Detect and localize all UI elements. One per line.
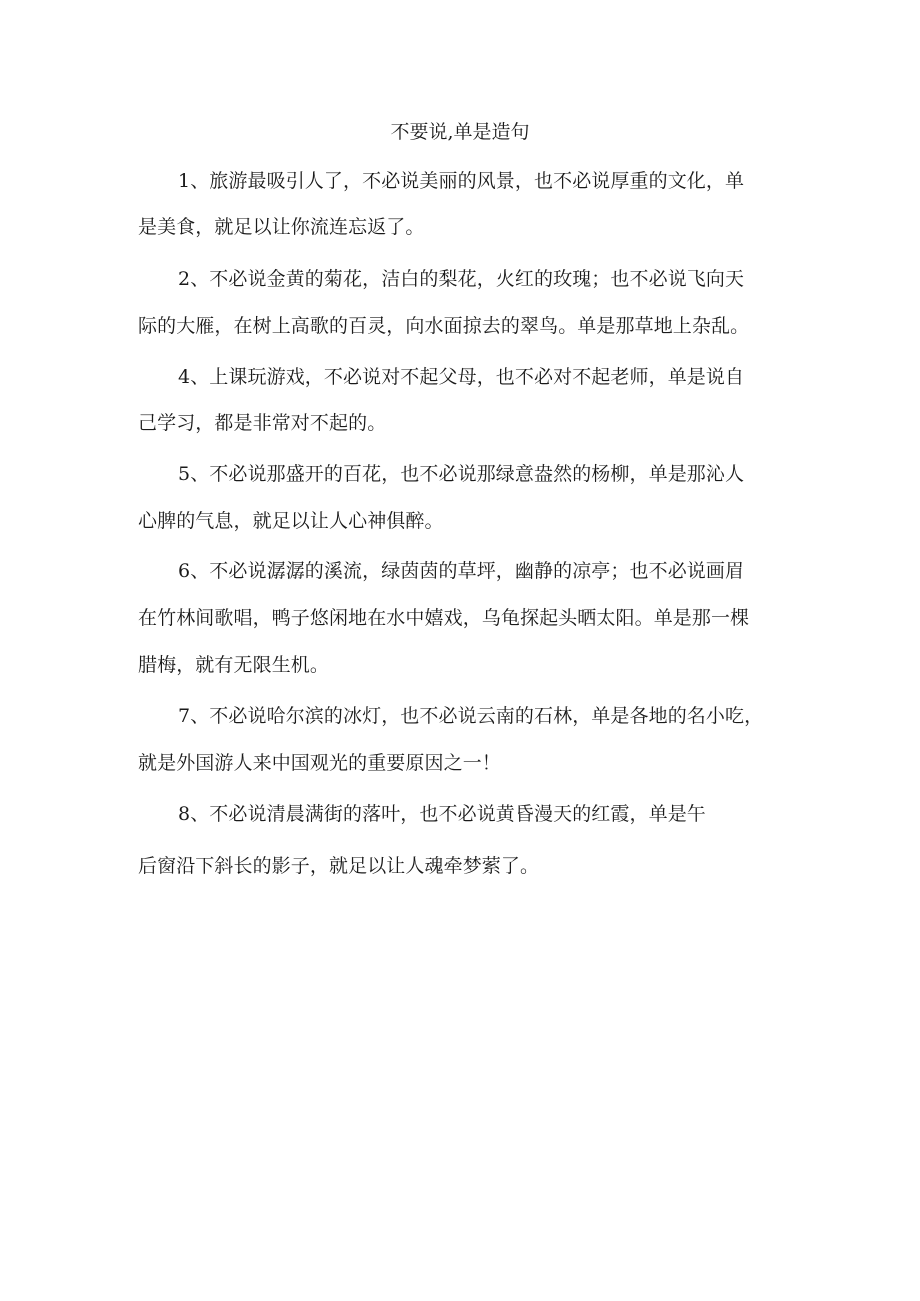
paragraph-5-line-2: 在竹林间歌唱，鸭子悠闲地在水中嬉戏，乌龟探起头晒太阳。单是那一棵 — [138, 607, 750, 629]
paragraph-3-line-2: 己学习，都是非常对不起的。 — [138, 412, 387, 434]
paragraph-1-line-1: 1、旅游最吸引人了，不必说美丽的风景，也不必说厚重的文化，单 — [178, 170, 745, 192]
paragraph-2-line-1: 2、不必说金黄的菊花，洁白的梨花，火红的玫瑰；也不必说飞向天 — [178, 268, 745, 290]
paragraph-4-line-2: 心脾的气息，就足以让人心神俱醉。 — [138, 510, 444, 532]
paragraph-2-line-2: 际的大雁，在树上高歌的百灵，向水面掠去的翠鸟。单是那草地上杂乱。 — [138, 315, 750, 337]
paragraph-1-line-2: 是美食，就足以让你流连忘返了。 — [138, 216, 425, 238]
paragraph-5-line-1: 6、不必说潺潺的溪流，绿茵茵的草坪，幽静的凉亭；也不必说画眉 — [178, 560, 745, 582]
document-title: 不要说,单是造句 — [390, 121, 530, 143]
paragraph-3-line-1: 4、上课玩游戏，不必说对不起父母，也不必对不起老师，单是说自 — [178, 366, 745, 388]
paragraph-7-line-2: 后窗沿下斜长的影子，就足以让人魂牵梦萦了。 — [138, 855, 540, 877]
paragraph-4-line-1: 5、不必说那盛开的百花，也不必说那绿意盎然的杨柳，单是那沁人 — [178, 463, 745, 485]
paragraph-6-line-2: 就是外国游人来中国观光的重要原因之一！ — [138, 752, 501, 774]
paragraph-5-line-3: 腊梅，就有无限生机。 — [138, 654, 330, 676]
paragraph-6-line-1: 7、不必说哈尔滨的冰灯，也不必说云南的石林，单是各地的名小吃， — [178, 705, 764, 727]
paragraph-7-line-1: 8、不必说清晨满街的落叶，也不必说黄昏漫天的红霞，单是午 — [178, 803, 706, 825]
